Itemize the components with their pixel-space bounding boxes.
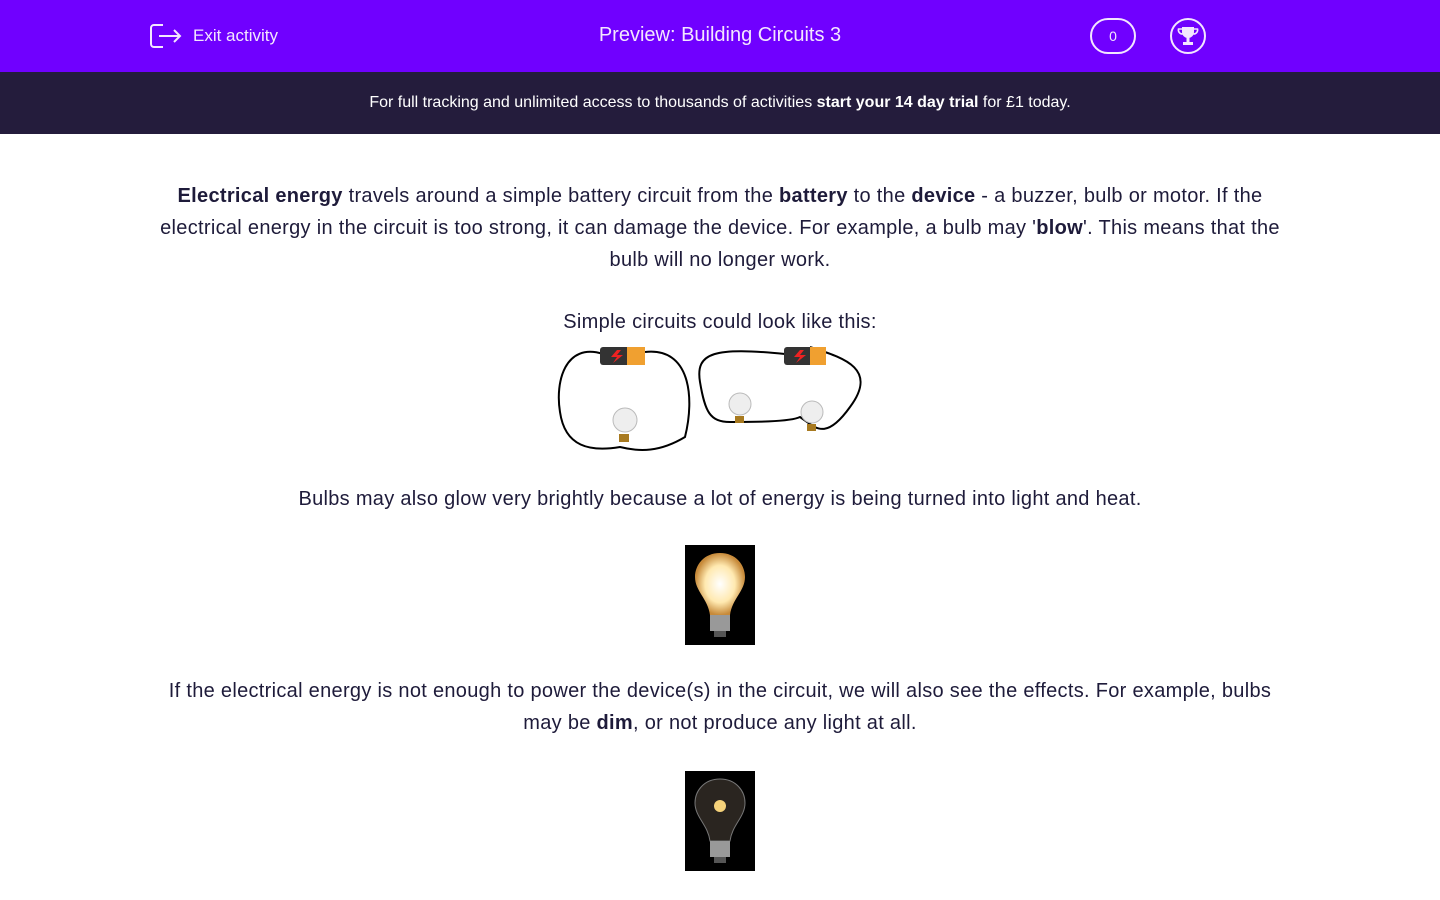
bold-term: device <box>911 185 976 207</box>
battery-icon <box>600 347 645 365</box>
score-badge: 0 <box>1090 18 1136 54</box>
bright-bulb-image <box>685 545 755 645</box>
text: , or not produce any light at all. <box>633 712 917 734</box>
simple-circuits-image <box>555 342 885 457</box>
page-title: Preview: Building Circuits 3 <box>598 24 842 46</box>
dim-bulbs-paragraph <box>165 675 1275 739</box>
bulb-icon <box>613 393 823 432</box>
banner-text: For full tracking and unlimited access to thousands of activities <box>369 94 817 111</box>
bold-term: battery <box>779 185 848 207</box>
trial-banner <box>0 72 1440 134</box>
text: '. This means that the bulb will no longer work. <box>609 217 1280 271</box>
circuits-caption: Simple circuits could look like this: <box>563 311 877 333</box>
banner-text-end: for £1 today. <box>978 94 1071 111</box>
bold-term: Electrical energy <box>177 185 343 207</box>
text: If the electrical energy is not enough to power the device(s) in the circuit, we will also see the effects. For example, bulbs may be <box>168 680 1272 734</box>
text: - a buzzer, bulb or motor. If the electrical energy in the circuit is too strong, it can damage the device. For example, a bulb may ' <box>160 185 1263 239</box>
bold-term: dim <box>596 712 633 734</box>
text: travels around a simple battery circuit from the <box>342 185 780 207</box>
exit-activity-button[interactable] <box>149 22 278 50</box>
trophy-button[interactable] <box>1170 18 1206 54</box>
bright-bulbs-paragraph: Bulbs may also glow very brightly because a lot of energy is being turned into light and heat. <box>298 488 1142 510</box>
dim-bulb-image <box>685 771 755 871</box>
activity-content <box>0 180 1440 871</box>
trophy-icon <box>1177 25 1199 47</box>
text: to the <box>847 185 912 207</box>
trial-link[interactable]: start your 14 day trial <box>816 94 979 111</box>
top-bar <box>0 0 1440 72</box>
exit-icon <box>149 22 183 50</box>
exit-label: Exit activity <box>193 26 279 45</box>
intro-paragraph <box>150 180 1290 276</box>
bold-term: blow <box>1036 217 1084 239</box>
